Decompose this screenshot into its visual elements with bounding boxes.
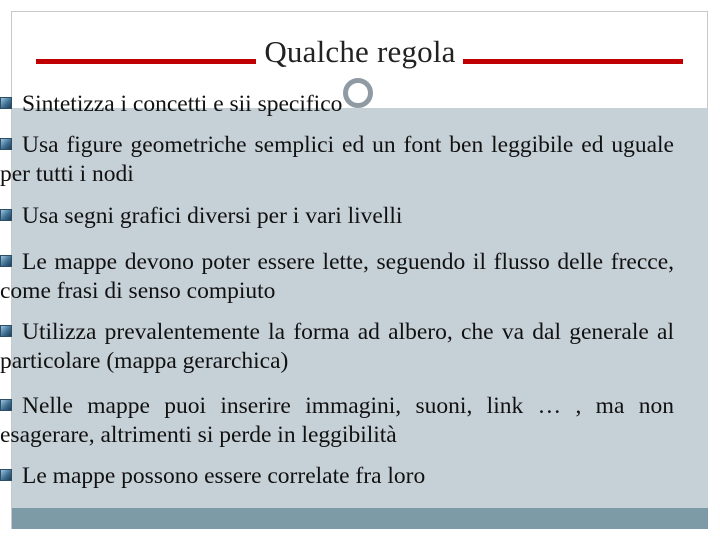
square-bullet-icon bbox=[0, 399, 12, 411]
square-bullet-icon bbox=[0, 255, 12, 267]
bullet-text: Utilizza prevalentemente la forma ad albero, che va dal generale al particolare (mappa gerarchica) bbox=[0, 319, 674, 374]
bullet-text: Usa figure geometriche semplici ed un font ben leggibile ed uguale per tutti i nodi bbox=[0, 132, 674, 187]
bullet-text: Nelle mappe puoi inserire immagini, suoni, link … , ma non esagerare, altrimenti si perde in leggibilità bbox=[0, 393, 674, 448]
bullet-text: Sintetizza i concetti e sii specifico bbox=[22, 91, 343, 117]
bullet-item bbox=[0, 462, 674, 491]
bullet-text: Le mappe possono essere correlate fra loro bbox=[22, 463, 426, 489]
bullet-item bbox=[0, 202, 674, 231]
square-bullet-icon bbox=[0, 138, 12, 150]
bullet-item bbox=[0, 248, 674, 306]
bullet-item bbox=[0, 318, 674, 376]
slide-title: Qualche regola bbox=[264, 34, 456, 69]
bullet-text: Le mappe devono poter essere lette, seguendo il flusso delle frecce, come frasi di senso compiuto bbox=[0, 249, 674, 304]
square-bullet-icon bbox=[0, 209, 12, 221]
square-bullet-icon bbox=[0, 97, 12, 109]
bullet-text: Usa segni grafici diversi per i vari livelli bbox=[22, 203, 403, 229]
square-bullet-icon bbox=[0, 325, 12, 337]
bottom-band bbox=[12, 508, 708, 529]
bullet-item bbox=[0, 392, 674, 450]
square-bullet-icon bbox=[0, 469, 12, 481]
bullet-item bbox=[0, 131, 674, 189]
bullet-item bbox=[0, 90, 674, 119]
